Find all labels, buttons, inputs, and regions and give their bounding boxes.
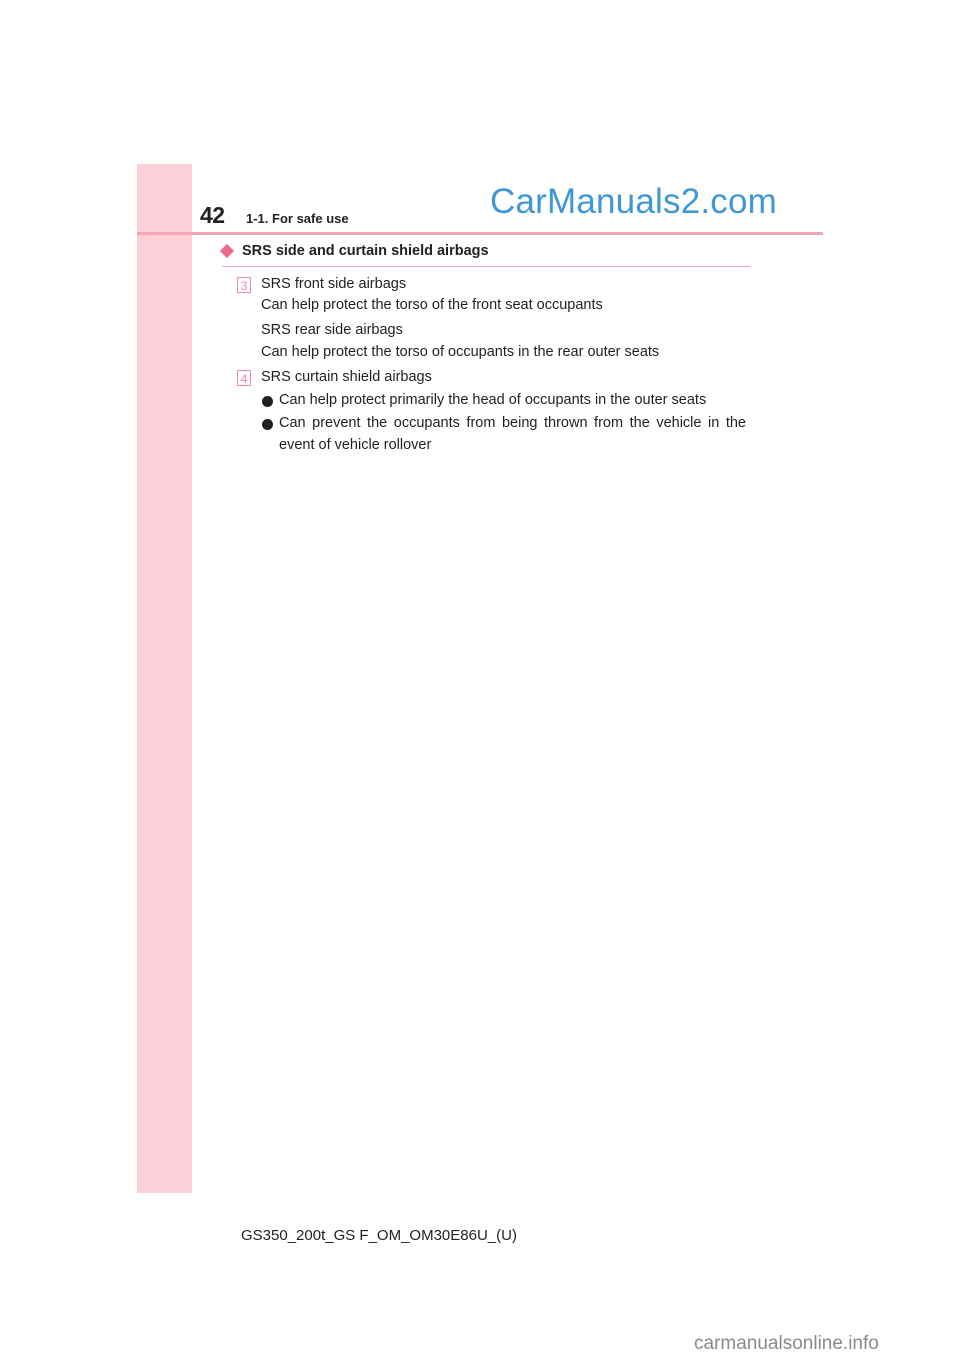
footer-code: GS350_200t_GS F_OM_OM30E86U_(U) — [241, 1227, 517, 1244]
watermark-logo[interactable]: CarManuals2.com — [490, 182, 777, 221]
section-title: 1-1. For safe use — [246, 211, 349, 226]
item-description: Can help protect the torso of the front seat occupants — [261, 297, 603, 313]
sub-heading-text: SRS side and curtain shield airbags — [242, 243, 489, 259]
bullet-icon — [262, 419, 273, 430]
page-number: 42 — [200, 202, 225, 228]
item-title: SRS rear side airbags — [261, 322, 403, 338]
number-badge: 3 — [237, 277, 251, 293]
bullet-text: Can help protect primarily the head of occupants in the outer seats — [279, 392, 707, 408]
sub-heading-divider — [222, 266, 750, 267]
item-title: SRS curtain shield airbags — [261, 369, 432, 385]
footer-watermark[interactable]: carmanualsonline.info — [694, 1333, 879, 1354]
bullet-text-continued: event of vehicle rollover — [279, 437, 432, 453]
number-badge: 4 — [237, 370, 251, 386]
bullet-icon — [262, 396, 273, 407]
diamond-icon — [220, 244, 234, 258]
header-divider — [137, 232, 823, 235]
item-title: SRS front side airbags — [261, 276, 407, 292]
sidebar-tab — [137, 164, 192, 1193]
sub-heading — [222, 243, 489, 259]
item-description: Can help protect the torso of occupants in the rear outer seats — [261, 344, 660, 360]
bullet-text: Can prevent the occupants from being thrown from the vehicle in the — [279, 415, 746, 431]
